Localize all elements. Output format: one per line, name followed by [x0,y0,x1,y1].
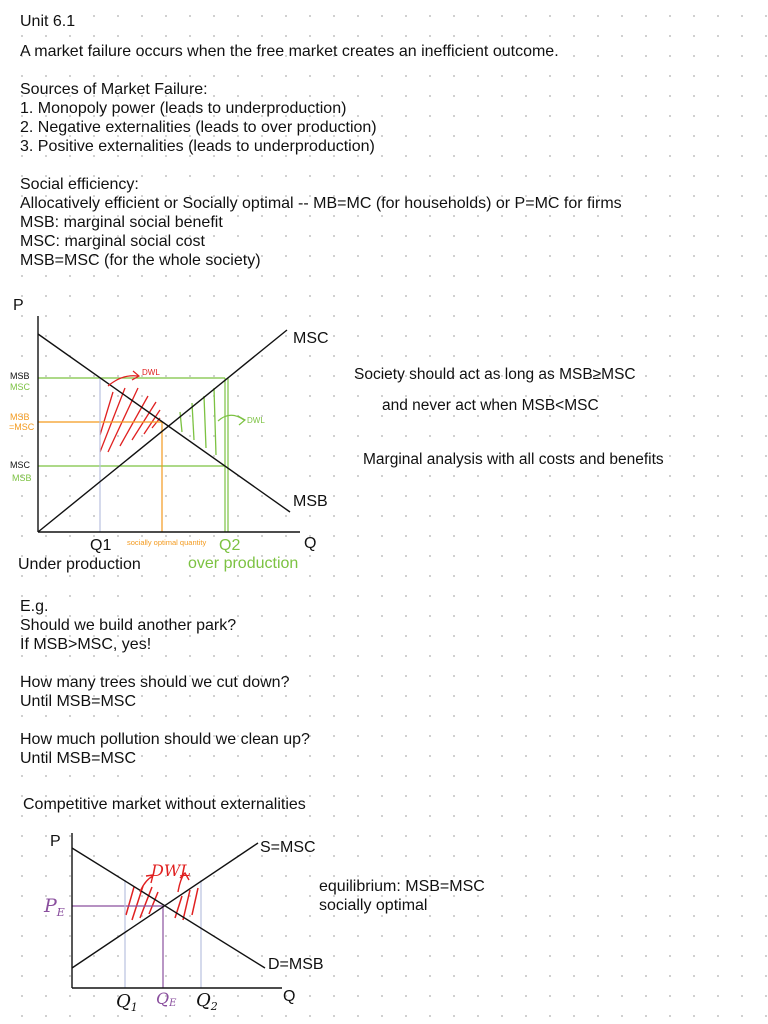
example-question-park: Should we build another park? [20,617,237,634]
label-top-msb: MSB [10,371,30,381]
dwl-right-label: DWL [247,416,265,425]
example-answer-trees: Until MSB=MSC [20,693,137,710]
equilibrium-note: equilibrium: MSB=MSC [319,878,485,895]
msb-curve-label: MSB [293,493,328,510]
efficiency-heading: Social efficiency: [20,176,139,193]
source-item-monopoly: 1. Monopoly power (leads to underproduction) [20,100,347,117]
source-item-negative-externalities: 2. Negative externalities (leads to over production) [20,119,377,136]
example-answer-park: If MSB>MSC, yes! [20,636,152,653]
note-marginal-analysis: Marginal analysis with all costs and benefits [363,451,664,468]
msc-curve-label: MSC [293,330,329,347]
q2-label: Q2 [219,537,241,554]
note-never-act: and never act when MSB<MSC [382,397,599,414]
label-low-msb: MSB [12,473,32,483]
example-answer-pollution: Until MSB=MSC [20,750,137,767]
graph1-axis-p: P [13,297,24,314]
demand-curve-label: D=MSB [268,956,324,973]
q1-label: Q1 [90,537,112,554]
unit-title: Unit 6.1 [20,13,76,30]
efficiency-line-msb: MSB: marginal social benefit [20,214,223,231]
label-top-msc: MSC [10,382,30,392]
socially-optimal-note: socially optimal [319,897,428,914]
example-question-trees: How many trees should we cut down? [20,674,290,691]
socially-optimal-quantity-label: socially optimal quantity [127,538,207,547]
qe-handwritten-label: QE [156,989,177,1009]
note-act-when: Society should act as long as MSB≥MSC [354,366,636,383]
efficiency-line-equality: MSB=MSC (for the whole society) [20,252,261,269]
example-question-pollution: How much pollution should we clean up? [20,731,310,748]
efficiency-line-msc: MSC: marginal social cost [20,233,205,250]
graph1-axis-q: Q [304,535,317,552]
competitive-market-heading: Competitive market without externalities [23,796,306,813]
market-failure-definition: A market failure occurs when the free market creates an inefficient outcome. [20,43,559,60]
label-mid-eq: =MSC [9,422,35,432]
pe-label: $P_E$ [44,895,65,919]
q2-handwritten-label: $Q_2$ [196,990,218,1013]
example-heading: E.g. [20,598,49,615]
under-production-label: Under production [18,556,141,573]
graph2-axis-p: P [50,833,61,850]
label-low-msc: MSC [10,460,30,470]
dwl-handwritten-label: DWL [151,861,191,880]
sources-heading: Sources of Market Failure: [20,81,208,98]
graph2-axis-q: Q [283,988,296,1005]
q1-handwritten-label: $Q_1$ [116,991,138,1014]
supply-curve-label: S=MSC [260,839,316,856]
over-production-label: over production [188,555,299,572]
source-item-positive-externalities: 3. Positive externalities (leads to underproduction) [20,138,375,155]
dwl-left-label: DWL [142,368,160,377]
label-mid-msb: MSB [10,412,30,422]
efficiency-line-allocative: Allocatively efficient or Socially optimal -- MB=MC (for households) or P=MC for firms [20,195,622,212]
